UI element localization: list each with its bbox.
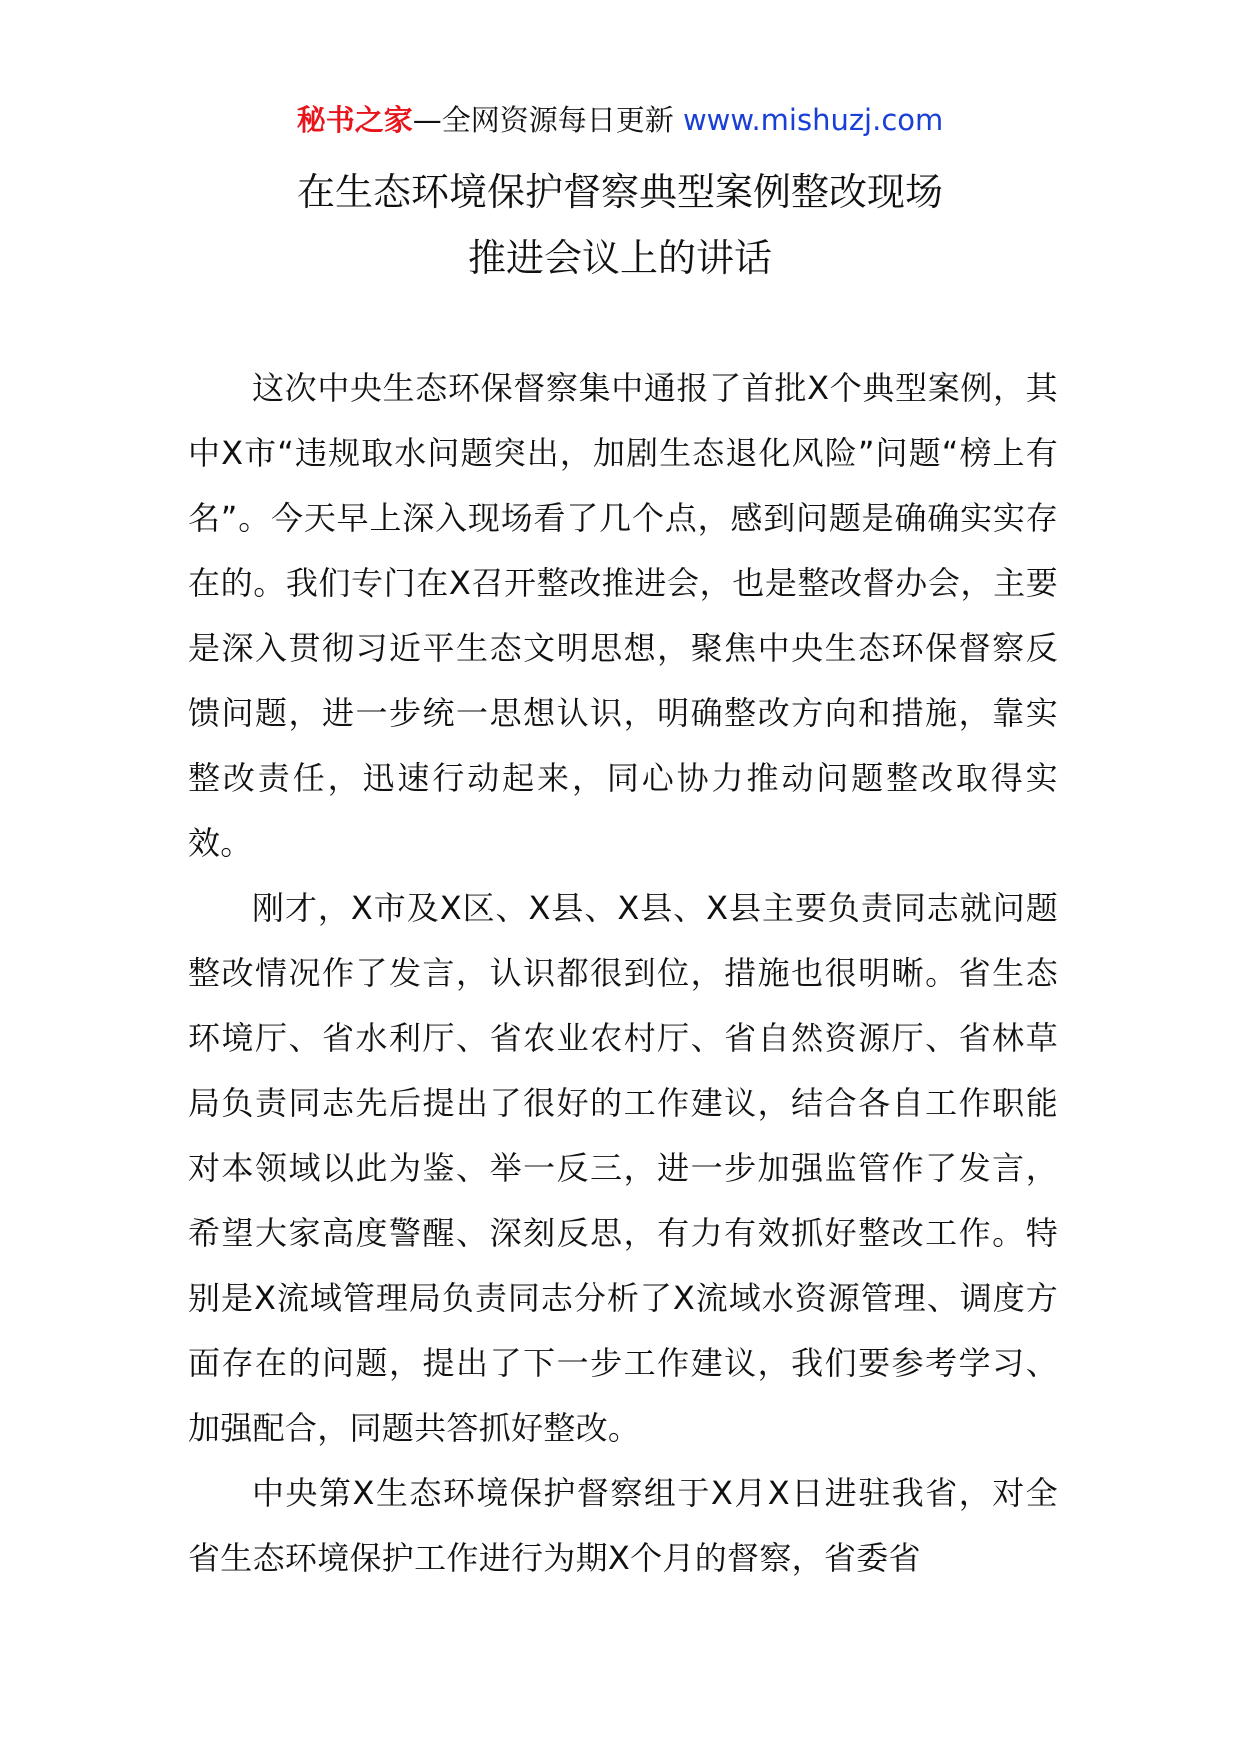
document-title-line-2: 推进会议上的讲话 (467, 236, 772, 280)
body-paragraph-1: 这次中央生态环保督察集中通报了首批X个典型案例，其中X市“违规取水问题突出，加剧生态退化风险”问题“榜上有名”。今天早上深入现场看了几个点，感到问题是确确实实存在的。我们专门在X召开整改推进会，也是整改督办会，主要是深入贯彻习近平生态文明思想，聚焦中央生态环保督察反馈问题，进一步统一思想认识，明确整改方向和措施，靠实整改责任，迅速行动起来，同心协力推动问题整改取得实效。 (188, 369, 1058, 862)
body-paragraph-2: 刚才，X市及X区、X县、X县、X县主要负责同志就问题整改情况作了发言，认识都很到位，措施也很明晰。省生态环境厅、省水利厅、省农业农村厅、省自然资源厅、省林草局负责同志先后提出了很好的工作建议，结合各自工作职能对本领域以此为鉴、举一反三，进一步加强监管作了发言，希望大家高度警醒、深刻反思，有力有效抓好整改工作。特别是X流域管理局负责同志分析了X流域水资源管理、调度方面存在的问题，提出了下一步工作建议，我们要参考学习、加强配合，同题共答抓好整改。 (188, 889, 1058, 1447)
document-title-line-1: 在生态环境保护督察典型案例整改现场 (296, 170, 943, 214)
site-url-link[interactable]: www.mishuzj.com (682, 103, 944, 137)
document-body (188, 356, 1058, 1591)
site-header (0, 100, 1240, 140)
brand-name: 秘书之家 (296, 103, 413, 137)
header-tagline: —全网资源每日更新 (412, 103, 683, 137)
body-paragraph-3: 中央第X生态环境保护督察组于X月X日进驻我省，对全省生态环境保护工作进行为期X个月的督察，省委省 (188, 1474, 1058, 1577)
